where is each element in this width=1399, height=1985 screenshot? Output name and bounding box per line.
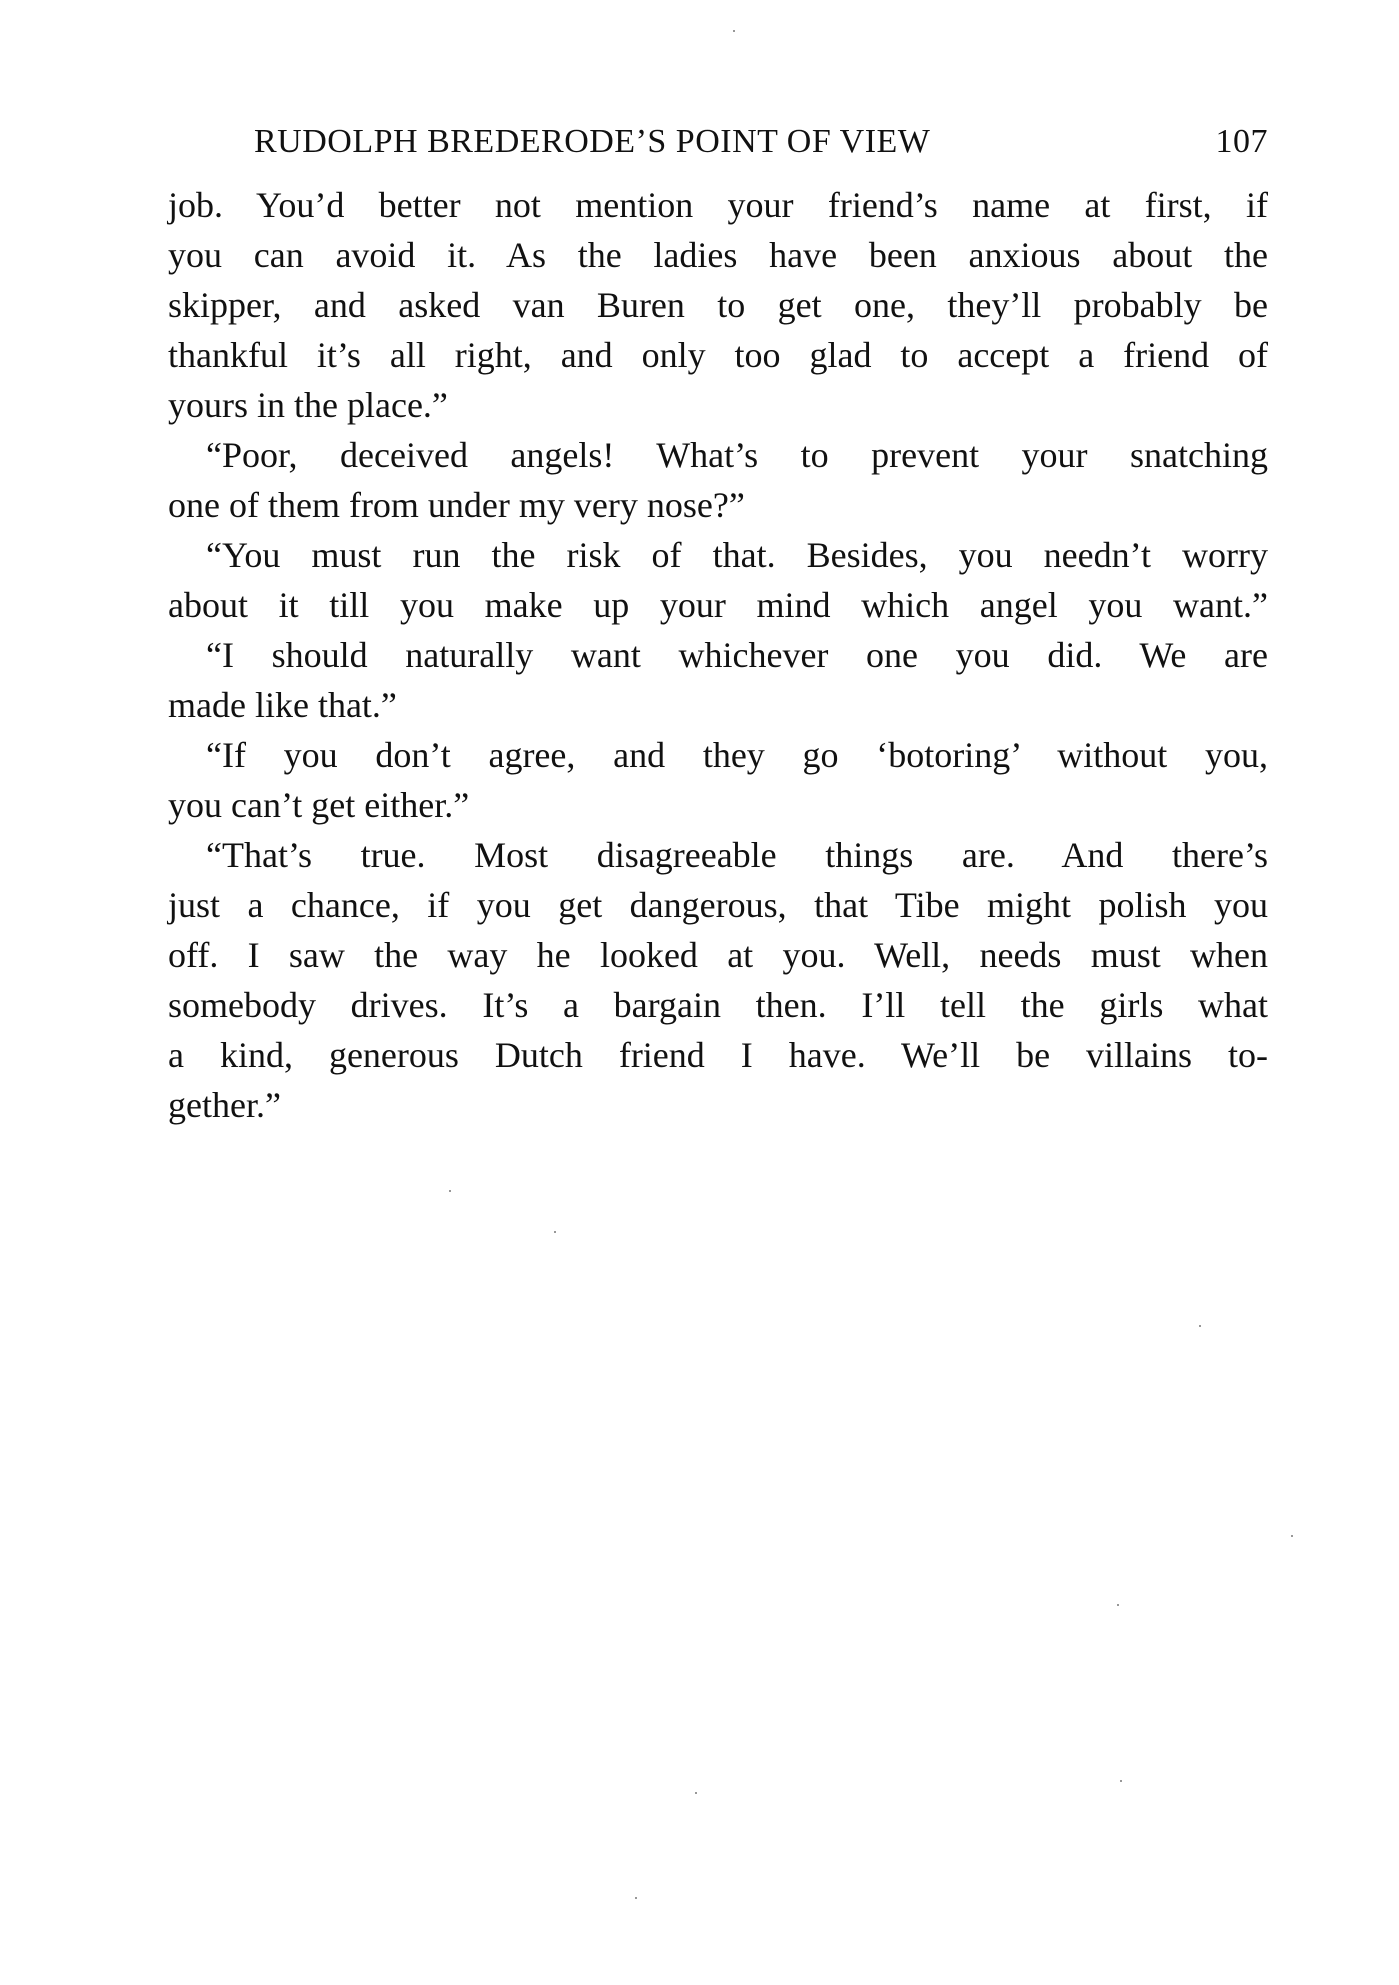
text-line: thankful it’s all right, and only too glad to accept a friend of (168, 335, 1268, 375)
scan-speck (449, 1190, 451, 1192)
text-line: you can’t get either.” (168, 785, 470, 825)
page-header (216, 117, 1268, 167)
text-line: you can avoid it. As the ladies have been anxious about the (168, 235, 1268, 275)
scan-speck (1117, 1604, 1119, 1606)
text-line: off. I saw the way he looked at you. Well, needs must when (168, 935, 1268, 975)
scan-speck (635, 1897, 637, 1899)
scan-speck (1120, 1780, 1122, 1782)
body-text (168, 180, 1268, 1130)
scan-speck (554, 1231, 556, 1233)
scan-speck (695, 1792, 697, 1794)
text-line: made like that.” (168, 685, 397, 725)
running-title: RUDOLPH BREDERODE’S POINT OF VIEW (254, 123, 931, 160)
text-line: “That’s true. Most disagreeable things are. And there’s (206, 835, 1268, 875)
text-line: just a chance, if you get dangerous, that Tibe might polish you (168, 885, 1268, 925)
scan-speck (1291, 1535, 1293, 1537)
text-line: skipper, and asked van Buren to get one, they’ll probably be (168, 285, 1268, 325)
text-line: “You must run the risk of that. Besides, you needn’t worry (206, 535, 1268, 575)
text-line: job. You’d better not mention your friend’s name at first, if (168, 185, 1268, 225)
text-line: a kind, generous Dutch friend I have. We’ll be villains to- (168, 1035, 1268, 1075)
text-line: one of them from under my very nose?” (168, 485, 745, 525)
text-line: “Poor, deceived angels! What’s to prevent your snatching (206, 435, 1268, 475)
scan-speck (733, 30, 735, 32)
text-line: “I should naturally want whichever one you did. We are (206, 635, 1268, 675)
text-line: “If you don’t agree, and they go ‘botoring’ without you, (206, 735, 1268, 775)
text-line: about it till you make up your mind which angel you want.” (168, 585, 1268, 625)
scan-speck (1199, 1325, 1201, 1327)
text-line: gether.” (168, 1085, 281, 1125)
text-line: somebody drives. It’s a bargain then. I’ll tell the girls what (168, 985, 1268, 1025)
text-line: yours in the place.” (168, 385, 448, 425)
page-number: 107 (1215, 123, 1268, 160)
